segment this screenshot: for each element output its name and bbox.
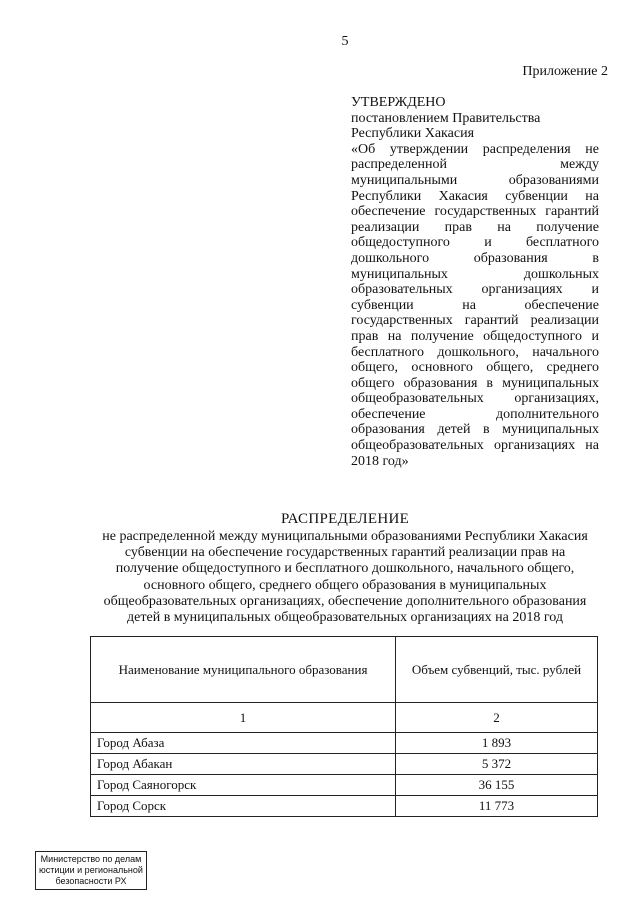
approval-line-2: Республики Хакасия bbox=[351, 126, 475, 142]
row-name: Город Абакан bbox=[91, 754, 396, 775]
approval-heading: УТВЕРЖДЕНО bbox=[351, 95, 446, 110]
stamp-line-1: Министерство по делам bbox=[40, 854, 142, 864]
header-municipality: Наименование муниципального образования bbox=[91, 637, 396, 703]
distribution-table bbox=[90, 636, 598, 817]
ministry-stamp bbox=[35, 851, 147, 890]
row-name: Город Саяногорск bbox=[91, 775, 396, 796]
stamp-line-3: безопасности РХ bbox=[55, 876, 127, 886]
row-value: 5 372 bbox=[396, 754, 598, 775]
row-name: Город Абаза bbox=[91, 733, 396, 754]
row-value: 1 893 bbox=[396, 733, 598, 754]
column-number-1: 1 bbox=[91, 703, 396, 733]
appendix-label: Приложение 2 bbox=[522, 64, 608, 79]
document-title: РАСПРЕДЕЛЕНИЕ bbox=[280, 511, 410, 527]
stamp-line-2: юстиции и региональной bbox=[39, 865, 143, 875]
table-row bbox=[91, 733, 598, 754]
column-number-2: 2 bbox=[396, 703, 598, 733]
approval-block bbox=[351, 95, 599, 469]
row-value: 11 773 bbox=[396, 796, 598, 817]
page-number: 5 bbox=[341, 34, 349, 49]
column-number-row bbox=[91, 703, 598, 733]
row-value: 36 155 bbox=[396, 775, 598, 796]
approval-line-1: постановлением Правительства bbox=[351, 110, 541, 126]
table-row bbox=[91, 775, 598, 796]
document-subtitle: не распределенной между муниципальными образованиями Республики Хакасия субвенции на обеспечение государственных гарантий реализации прав на получение общедоступного и бесплатного дошкольного, начального общего, основного общего, среднего общего образования в муниципальных общеобразовательных организациях, обеспечение дополнительного образования детей в муниципальных общеобразовательных организациях на 2018 год bbox=[102, 529, 588, 626]
table-header-row bbox=[91, 637, 598, 703]
row-name: Город Сорск bbox=[91, 796, 396, 817]
header-subvention-amount: Объем субвенций, тыс. рублей bbox=[396, 637, 598, 703]
table-row bbox=[91, 754, 598, 775]
decree-title: «Об утверждении распределения не распределенной между муниципальными образованиями Республики Хакасия субвенции на обеспечение государственных гарантий реализации прав на получение общедоступного и бесплатного дошкольного образования в муниципальных дошкольных образовательных организациях и субвенции на обеспечение государственных гарантий реализации прав на получение общедоступного и бесплатного дошкольного, начального общего, основного общего, среднего общего образования в муниципальных общеобразовательных организациях, обеспечение дополнительного образования детей в муниципальных общеобразовательных организациях на 2018 год» bbox=[351, 141, 599, 469]
table-row bbox=[91, 796, 598, 817]
